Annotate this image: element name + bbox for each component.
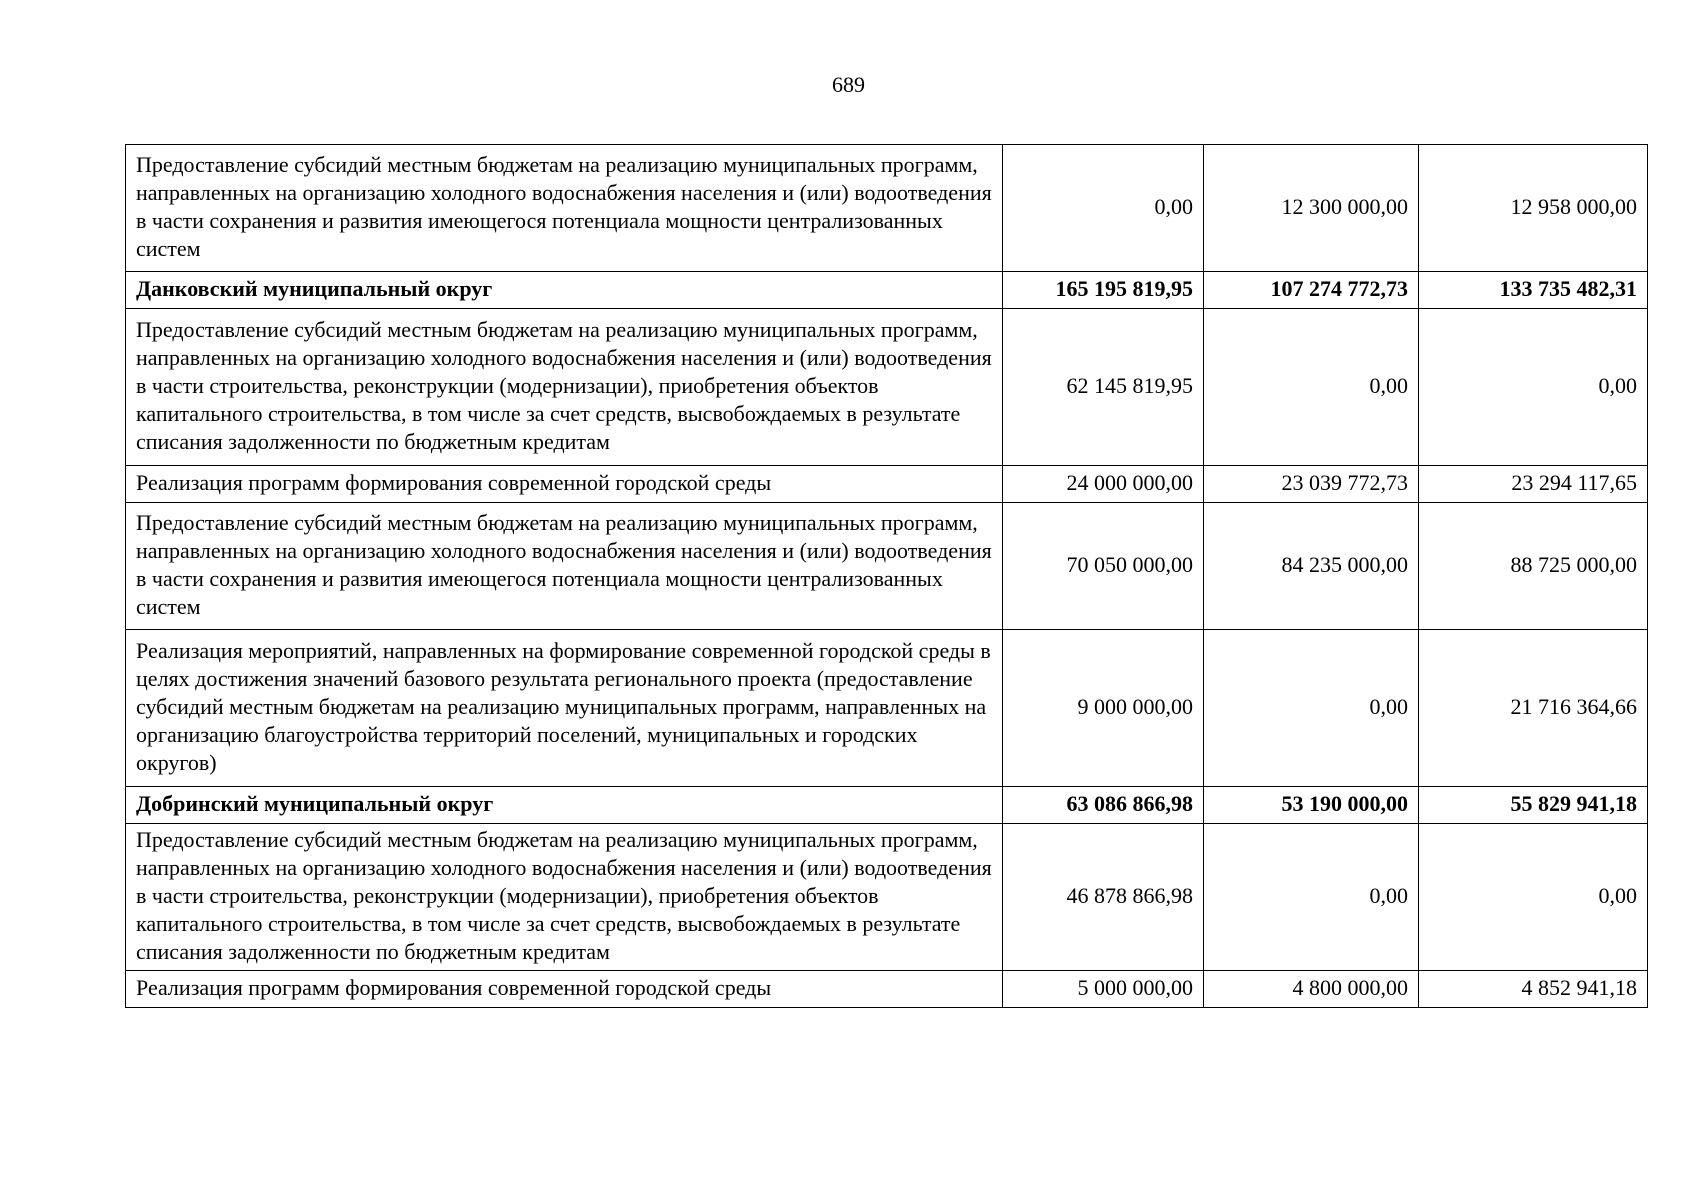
row-value-2: 0,00 — [1204, 309, 1419, 466]
district-total-2: 107 274 772,73 — [1204, 272, 1419, 309]
row-description: Реализация программ формирования современной городской среды — [126, 466, 1003, 503]
row-description: Предоставление субсидий местным бюджетам на реализацию муниципальных программ, направленных на организацию холодного водоснабжения населения и (или) водоотведения в части строительства, реконструкции (модернизации), приобретения объектов капитального строительства, в том числе за счет средств, высвобождаемых в результате списания задолженности по бюджетным кредитам — [126, 309, 1003, 466]
row-value-2: 4 800 000,00 — [1204, 971, 1419, 1008]
table-row — [126, 145, 1648, 272]
table-row — [126, 466, 1648, 503]
district-total-1: 165 195 819,95 — [1003, 272, 1204, 309]
row-value-3: 4 852 941,18 — [1419, 971, 1648, 1008]
row-value-2: 12 300 000,00 — [1204, 145, 1419, 272]
table-row-district-total — [126, 272, 1648, 309]
row-value-3: 88 725 000,00 — [1419, 503, 1648, 630]
row-value-1: 24 000 000,00 — [1003, 466, 1204, 503]
district-name: Данковский муниципальный округ — [126, 272, 1003, 309]
row-value-3: 0,00 — [1419, 309, 1648, 466]
row-description: Реализация программ формирования современной городской среды — [126, 971, 1003, 1008]
row-value-2: 84 235 000,00 — [1204, 503, 1419, 630]
row-value-2: 23 039 772,73 — [1204, 466, 1419, 503]
district-total-3: 55 829 941,18 — [1419, 787, 1648, 824]
table-row — [126, 824, 1648, 971]
row-description: Предоставление субсидий местным бюджетам на реализацию муниципальных программ, направленных на организацию холодного водоснабжения населения и (или) водоотведения в части сохранения и развития имеющегося потенциала мощности централизованных систем — [126, 145, 1003, 272]
row-description: Реализация мероприятий, направленных на формирование современной городской среды в целях достижения значений базового результата регионального проекта (предоставление субсидий местным бюджетам на реализацию муниципальных программ, направленных на организацию благоустройства территорий поселений, муниципальных и городских округов) — [126, 630, 1003, 787]
row-value-1: 0,00 — [1003, 145, 1204, 272]
row-value-3: 23 294 117,65 — [1419, 466, 1648, 503]
row-description: Предоставление субсидий местным бюджетам на реализацию муниципальных программ, направленных на организацию холодного водоснабжения населения и (или) водоотведения в части строительства, реконструкции (модернизации), приобретения объектов капитального строительства, в том числе за счет средств, высвобождаемых в результате списания задолженности по бюджетным кредитам — [126, 824, 1003, 971]
table-row — [126, 309, 1648, 466]
district-total-2: 53 190 000,00 — [1204, 787, 1419, 824]
table-row — [126, 971, 1648, 1008]
row-value-1: 62 145 819,95 — [1003, 309, 1204, 466]
district-total-3: 133 735 482,31 — [1419, 272, 1648, 309]
row-value-3: 21 716 364,66 — [1419, 630, 1648, 787]
row-value-3: 12 958 000,00 — [1419, 145, 1648, 272]
budget-table — [125, 144, 1648, 1008]
row-value-1: 9 000 000,00 — [1003, 630, 1204, 787]
row-description: Предоставление субсидий местным бюджетам на реализацию муниципальных программ, направленных на организацию холодного водоснабжения населения и (или) водоотведения в части сохранения и развития имеющегося потенциала мощности централизованных систем — [126, 503, 1003, 630]
district-total-1: 63 086 866,98 — [1003, 787, 1204, 824]
row-value-2: 0,00 — [1204, 630, 1419, 787]
table-row-district-total — [126, 787, 1648, 824]
table-row — [126, 630, 1648, 787]
row-value-1: 5 000 000,00 — [1003, 971, 1204, 1008]
row-value-1: 70 050 000,00 — [1003, 503, 1204, 630]
row-value-1: 46 878 866,98 — [1003, 824, 1204, 971]
district-name: Добринский муниципальный округ — [126, 787, 1003, 824]
row-value-3: 0,00 — [1419, 824, 1648, 971]
table-row — [126, 503, 1648, 630]
row-value-2: 0,00 — [1204, 824, 1419, 971]
page-number: 689 — [832, 72, 865, 97]
